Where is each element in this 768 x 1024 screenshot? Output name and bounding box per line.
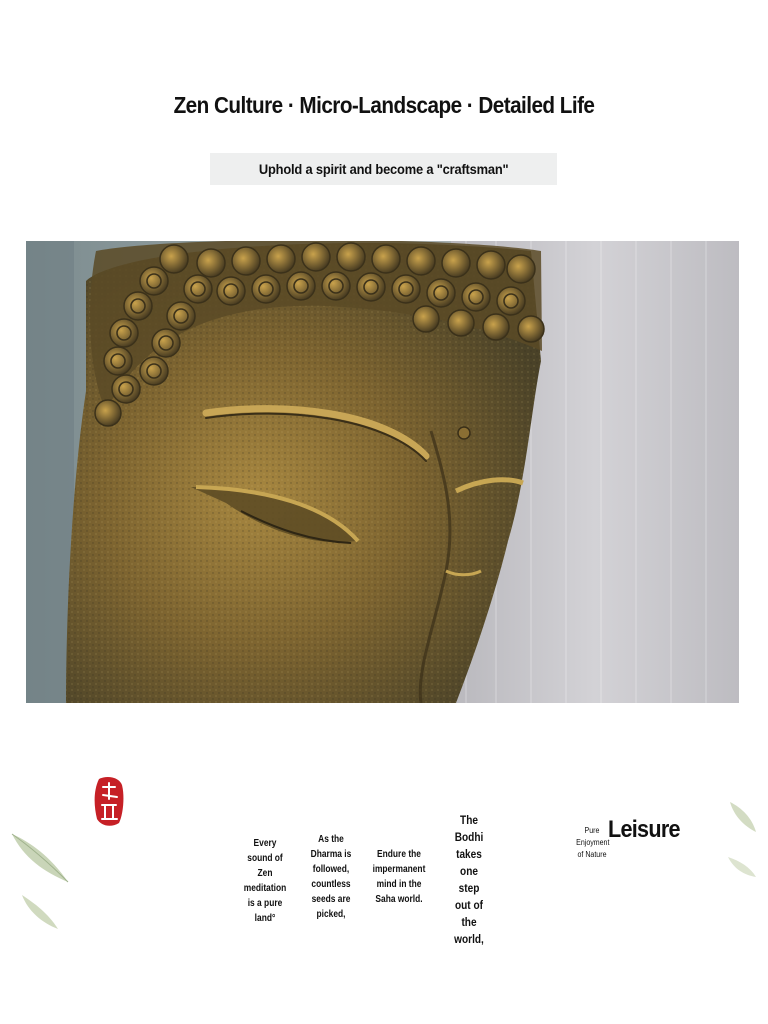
verse-column-4: The Bodhi takes one step out of the world, xyxy=(454,813,484,946)
buddha-head-illustration xyxy=(26,241,739,703)
tagline-large: Leisure xyxy=(608,816,680,843)
buddha-hero-image xyxy=(26,241,739,703)
verse-column-2: As the Dharma is followed, countless seeds are picked, xyxy=(310,834,352,920)
bamboo-leaf-icon xyxy=(20,893,60,931)
bamboo-leaf-icon xyxy=(10,832,70,884)
bamboo-leaf-icon xyxy=(728,800,758,834)
verse-column-1: Every sound of Zen meditation is a pure land° xyxy=(243,838,287,924)
subtitle-text: Uphold a spirit and become a "craftsman" xyxy=(258,161,509,177)
red-chinese-seal-icon xyxy=(93,775,125,827)
verse-column-3: Endure the impermanent mind in the Saha world. xyxy=(372,849,426,905)
bamboo-leaf-icon xyxy=(726,855,758,879)
subtitle-banner xyxy=(210,153,557,185)
page-title: Zen Culture · Micro-Landscape · Detailed Life xyxy=(173,92,595,118)
tagline-small: Pure Enjoyment of Nature xyxy=(576,826,610,859)
